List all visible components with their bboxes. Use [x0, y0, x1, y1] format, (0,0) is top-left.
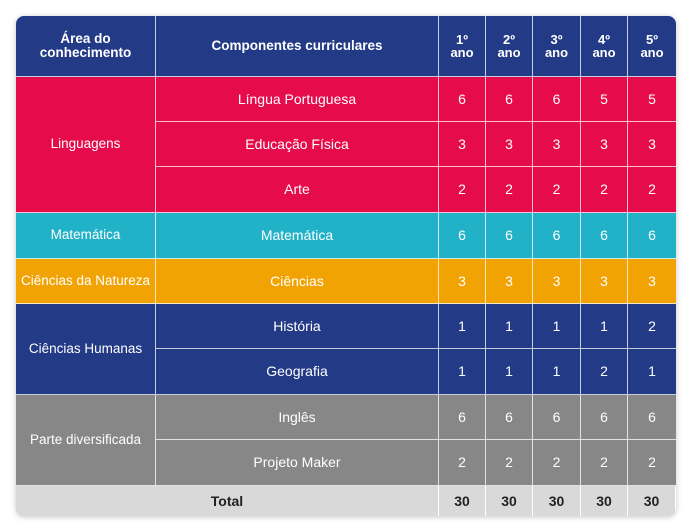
- value-cell: 2: [581, 349, 628, 395]
- value-cell: 1: [439, 349, 486, 395]
- total-value: 30: [533, 486, 581, 516]
- value-cell: 3: [533, 259, 581, 304]
- year-number: 5º: [646, 32, 658, 47]
- value-cell: 6: [439, 77, 486, 122]
- value-cell: 2: [628, 440, 676, 486]
- curriculum-table: [16, 16, 676, 516]
- value-cell: 3: [581, 259, 628, 304]
- area-matematica: Matemática: [16, 213, 156, 259]
- value-cell: 3: [439, 122, 486, 167]
- value-cell: 1: [486, 349, 533, 395]
- value-cell: 3: [533, 122, 581, 167]
- total-value: 30: [581, 486, 628, 516]
- year-number: 1º: [456, 32, 468, 47]
- componente-arte: Arte: [156, 167, 439, 213]
- curriculum-grid: [16, 16, 676, 516]
- value-cell: 3: [628, 259, 676, 304]
- value-cell: 6: [486, 213, 533, 259]
- value-cell: 6: [533, 213, 581, 259]
- value-cell: 2: [628, 304, 676, 349]
- total-value: 30: [486, 486, 533, 516]
- value-cell: 6: [581, 213, 628, 259]
- value-cell: 2: [486, 440, 533, 486]
- area-linguagens: Linguagens: [16, 77, 156, 213]
- value-cell: 2: [581, 167, 628, 213]
- year-number: 2º: [503, 32, 515, 47]
- value-cell: 1: [533, 349, 581, 395]
- value-cell: 1: [533, 304, 581, 349]
- value-cell: 2: [581, 440, 628, 486]
- componente-matematica: Matemática: [156, 213, 439, 259]
- total-label: Total: [16, 486, 439, 516]
- value-cell: 2: [628, 167, 676, 213]
- year-number: 4º: [598, 32, 610, 47]
- header-year-2: [486, 16, 533, 77]
- value-cell: 3: [486, 122, 533, 167]
- value-cell: 6: [439, 395, 486, 440]
- total-value: 30: [628, 486, 676, 516]
- header-year-1: [439, 16, 486, 77]
- area-parte-diversificada: Parte diversificada: [16, 395, 156, 486]
- header-componentes: Componentes curriculares: [156, 16, 439, 77]
- total-value: 30: [439, 486, 486, 516]
- value-cell: 6: [486, 77, 533, 122]
- componente-geografia: Geografia: [156, 349, 439, 395]
- area-ciencias-natureza: Ciências da Natureza: [16, 259, 156, 304]
- header-area: Área do conhecimento: [16, 16, 156, 77]
- componente-educacao-fisica: Educação Física: [156, 122, 439, 167]
- value-cell: 1: [439, 304, 486, 349]
- value-cell: 2: [533, 440, 581, 486]
- value-cell: 6: [581, 395, 628, 440]
- value-cell: 2: [486, 167, 533, 213]
- value-cell: 6: [628, 395, 676, 440]
- header-year-4: [581, 16, 628, 77]
- value-cell: 6: [486, 395, 533, 440]
- value-cell: 6: [628, 213, 676, 259]
- componente-lingua-portuguesa: Língua Portuguesa: [156, 77, 439, 122]
- value-cell: 3: [486, 259, 533, 304]
- value-cell: 1: [581, 304, 628, 349]
- header-year-5: [628, 16, 676, 77]
- value-cell: 6: [533, 395, 581, 440]
- value-cell: 3: [439, 259, 486, 304]
- componente-ciencias: Ciências: [156, 259, 439, 304]
- area-ciencias-humanas: Ciências Humanas: [16, 304, 156, 395]
- value-cell: 2: [439, 167, 486, 213]
- value-cell: 5: [581, 77, 628, 122]
- value-cell: 2: [533, 167, 581, 213]
- value-cell: 2: [439, 440, 486, 486]
- value-cell: 3: [581, 122, 628, 167]
- year-label: ano: [497, 45, 521, 60]
- year-number: 3º: [550, 32, 563, 47]
- componente-historia: História: [156, 304, 439, 349]
- value-cell: 3: [628, 122, 676, 167]
- value-cell: 5: [628, 77, 676, 122]
- year-label: ano: [592, 45, 616, 60]
- componente-projeto-maker: Projeto Maker: [156, 440, 439, 486]
- year-label: ano: [640, 45, 664, 60]
- value-cell: 6: [439, 213, 486, 259]
- value-cell: 6: [533, 77, 581, 122]
- year-label: ano: [544, 45, 569, 60]
- componente-ingles: Inglês: [156, 395, 439, 440]
- value-cell: 1: [628, 349, 676, 395]
- year-label: ano: [450, 45, 474, 60]
- value-cell: 1: [486, 304, 533, 349]
- header-year-3: [533, 16, 581, 77]
